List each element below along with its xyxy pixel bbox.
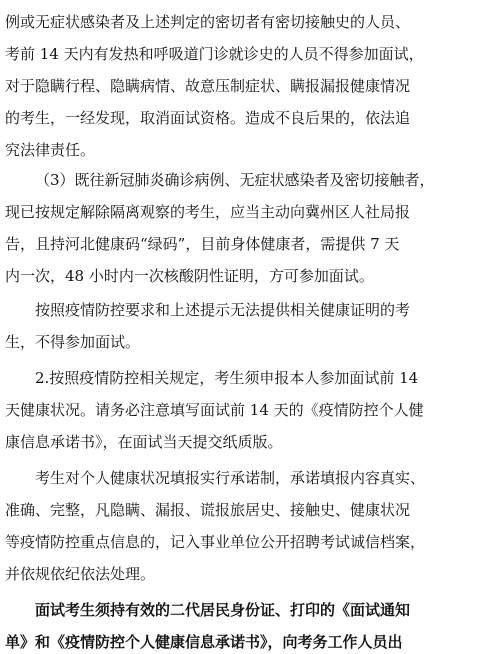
paragraph-required-documents [0,594,483,654]
text-line: 天健康状况。请务必注意填写面试前 14 天的《疫情防控个人健 [5,401,424,419]
text-line: 考前 14 天内有发热和呼吸道门诊就诊史的人员不得参加面试， [5,45,424,63]
paragraph-recovered-cases [0,164,483,292]
text-line: 面试考生须持有效的二代居民身份证、打印的《面试通知 [35,601,411,619]
text-line: 现已按规定解除隔离观察的考生，应当主动向冀州区人社局报 [5,203,411,221]
text-line: （3）既往新冠肺炎确诊病例、无症状感染者及密切接触者， [35,171,435,189]
text-line: 准确、完整，凡隐瞒、漏报、谎报旅居史、接触史、健康状况 [5,501,411,519]
text-line: 考生对个人健康状况填报实行承诺制，承诺填报内容真实、 [35,469,426,487]
text-line: 的考生，一经发现，取消面试资格。造成不良后果的，依法追 [5,109,411,127]
text-line: 对于隐瞒行程、隐瞒病情、故意压制症状、瞒报漏报健康情况 [5,77,411,95]
paragraph-exclusion-rules [0,6,483,166]
paragraph-commitment-system [0,462,483,590]
text-line: 告，且持河北健康码“绿码”，目前身体健康者，需提供 7 天 [5,235,400,253]
text-line: 康信息承诺书》，在面试当天提交纸质版。 [5,433,283,451]
text-line: 生，不得参加面试。 [5,333,141,351]
text-line: 究法律责任。 [5,141,96,159]
paragraph-no-certificate [0,294,483,358]
text-line: 内一次，48 小时内一次核酸阴性证明，方可参加面试。 [5,267,374,285]
text-line: 并依规依纪依法处理。 [5,565,156,583]
text-line: 例或无症状感染者及上述判定的密切者有密切接触史的人员、 [5,13,411,31]
paragraph-health-declaration [0,362,483,458]
text-line: 按照疫情防控要求和上述提示无法提供相关健康证明的考 [35,301,411,319]
text-line: 单》和《疫情防控个人健康信息承诺书》，向考务工作人员出 [5,633,403,651]
text-line: 等疫情防控重点信息的，记入事业单位公开招聘考试诚信档案， [5,533,426,551]
text-line: 2.按照疫情防控相关规定，考生须申报本人参加面试前 14 [35,369,419,387]
